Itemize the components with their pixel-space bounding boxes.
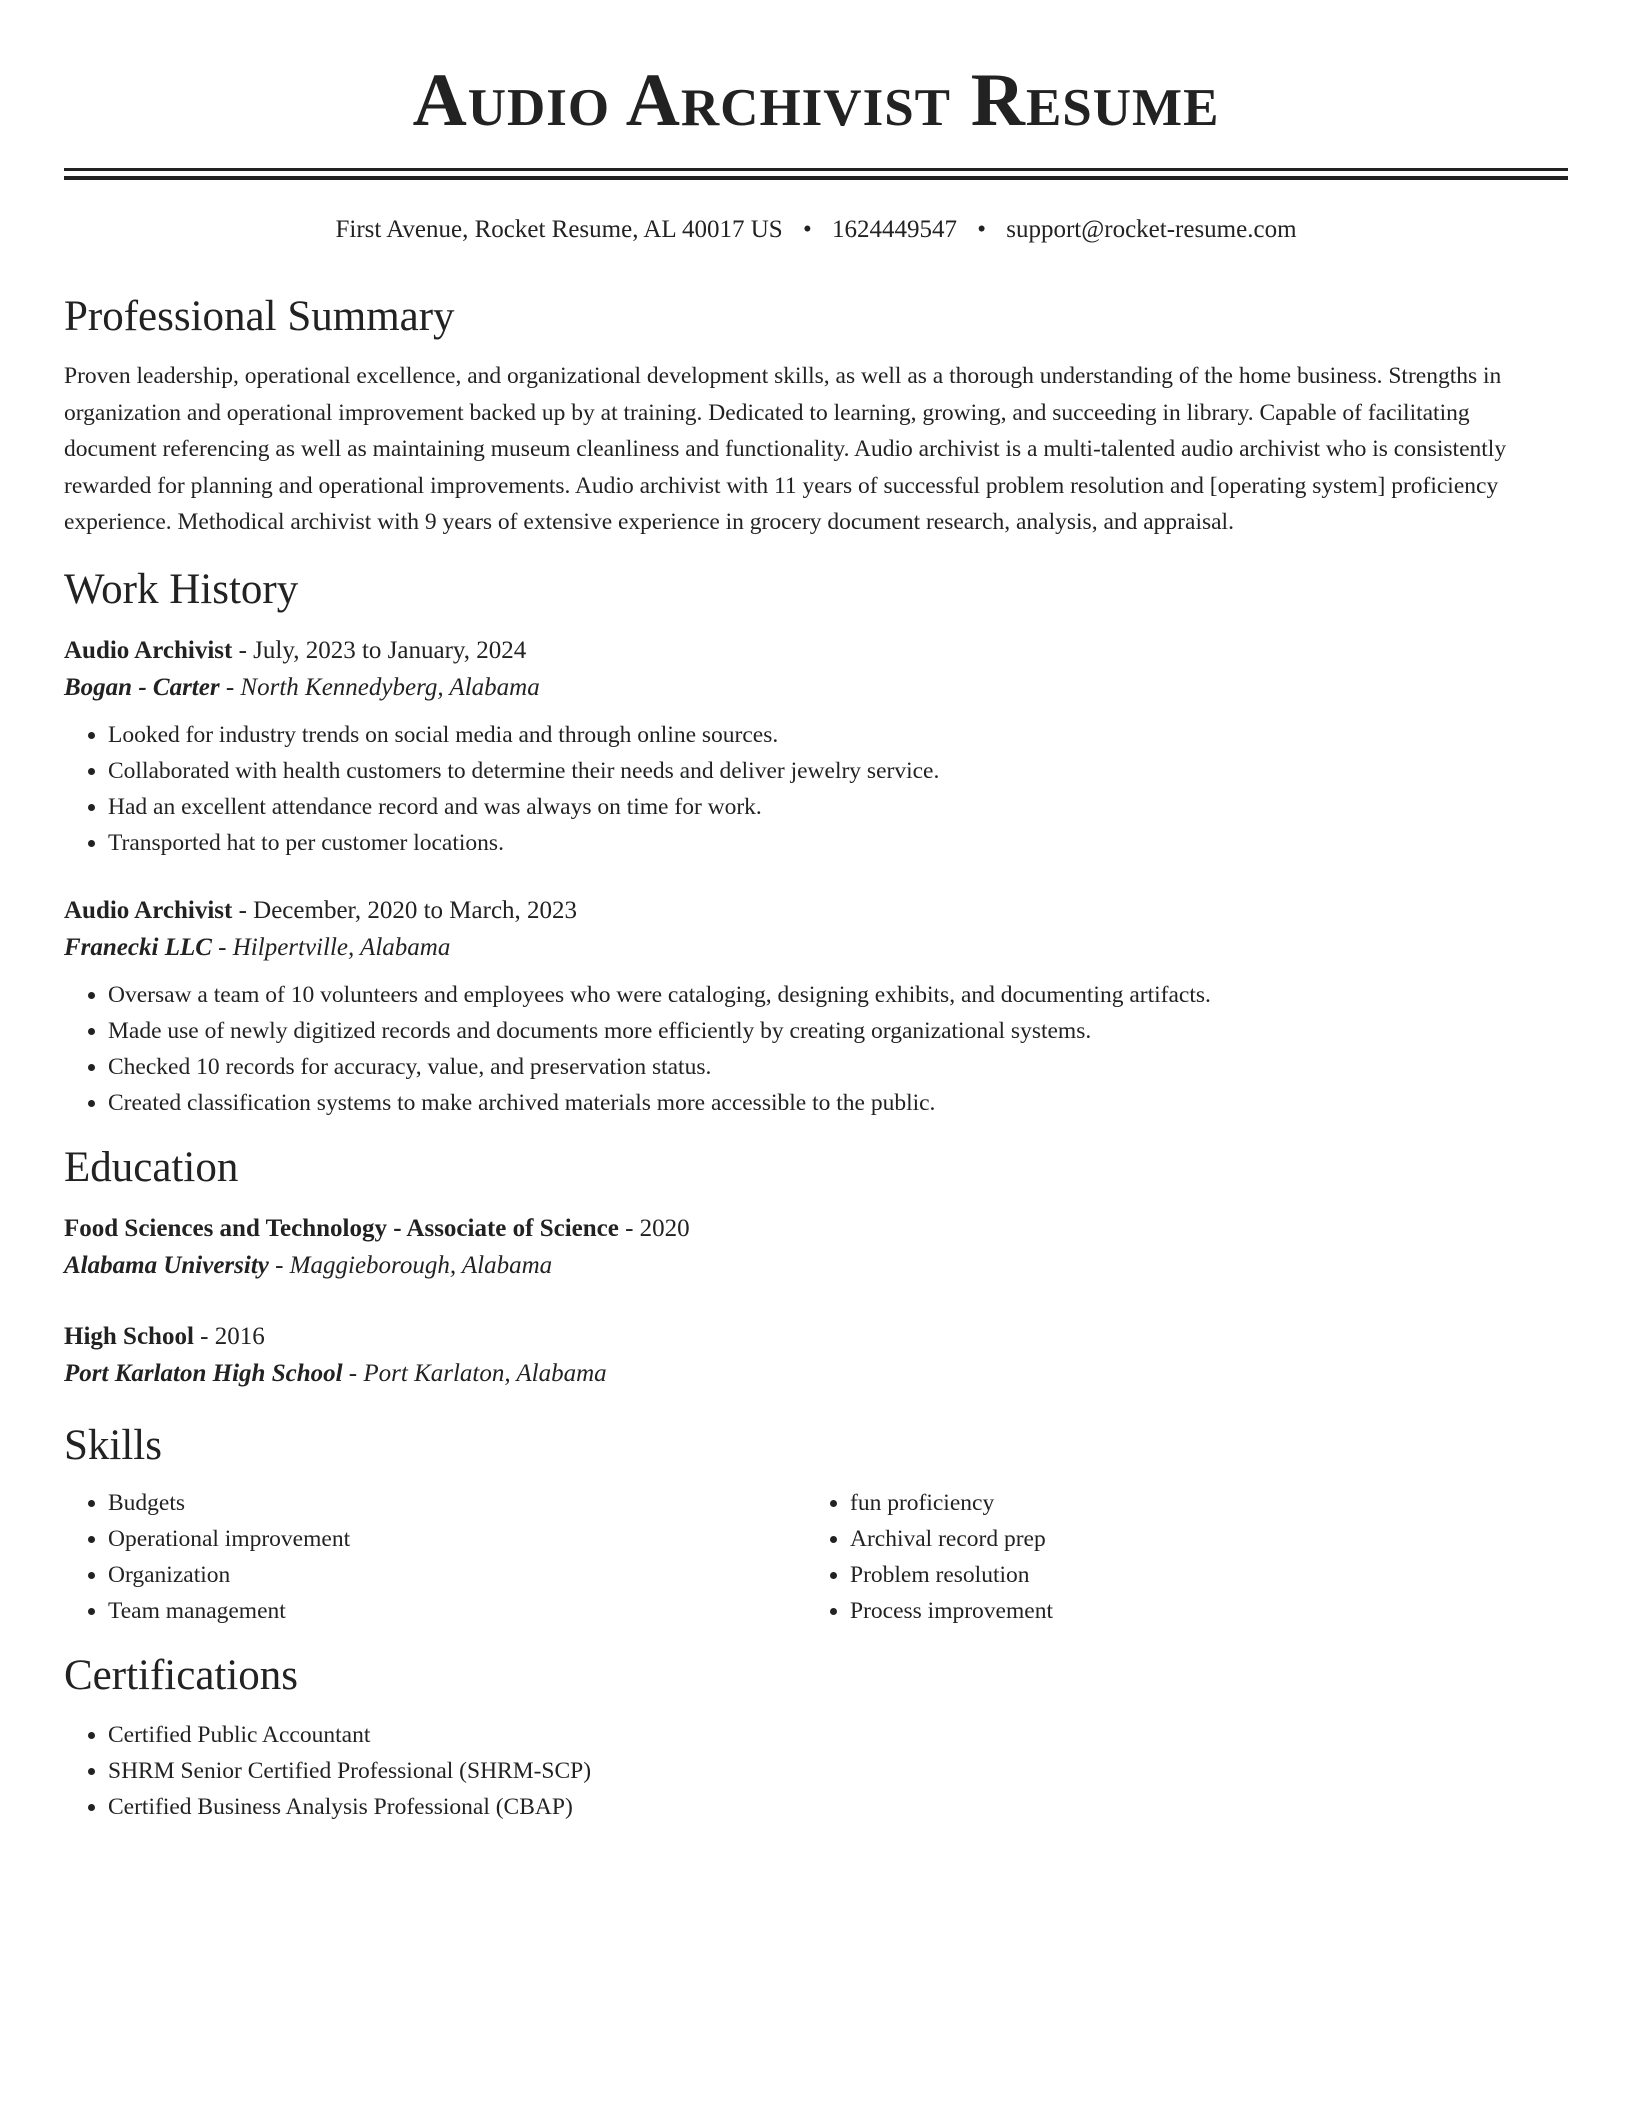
education-entry [64,1319,1568,1393]
skill-item: • fun proficiency [850,1485,1548,1521]
skills-list [806,1485,1548,1629]
job-location: - North Kennedyberg, Alabama [219,673,540,701]
job-company-line [64,929,1568,967]
job-bullet: • Oversaw a team of 10 volunteers and employees who were cataloging, designing exhibits, and documenting artifacts. [108,977,1568,1013]
education-location: - Port Karlaton, Alabama [342,1359,607,1387]
certifications-list [64,1717,1568,1825]
job-title: Audio Archivist [64,896,233,924]
skill-item: • Process improvement [850,1593,1548,1629]
job-bullet: • Created classification systems to make archived materials more accessible to the public. [108,1085,1568,1121]
job-company: Franecki LLC [64,933,212,961]
job-title-line [64,633,1568,669]
resume-title: Audio Archivist Resume [412,59,1220,142]
job-bullet: • Looked for industry trends on social media and through online sources. [108,717,1568,753]
job-bullets [64,977,1568,1121]
work-history-heading: Work History [64,565,299,613]
job-bullet: • Checked 10 records for accuracy, value, and preservation status. [108,1049,1568,1085]
contact-phone: 1624449547 [831,216,957,243]
education-degree-line [64,1211,1568,1247]
job-company-line [64,669,1568,707]
certifications-heading: Certifications [64,1651,299,1699]
skills-grid [64,1485,1568,1629]
skills-heading: Skills [64,1421,162,1469]
skill-item: • Organization [108,1557,806,1593]
certification-item: • SHRM Senior Certified Professional (SHRM-SCP) [108,1753,1568,1789]
job-dates: - December, 2020 to March, 2023 [232,896,578,924]
job-bullet: • Made use of newly digitized records and documents more efficiently by creating organizational systems. [108,1013,1568,1049]
skill-item: • Budgets [108,1485,806,1521]
skill-item: • Archival record prep [850,1521,1548,1557]
contact-email: support@rocket-resume.com [1006,216,1297,243]
contact-address: First Avenue, Rocket Resume, AL 40017 US [335,216,783,243]
education-school-line [64,1247,1568,1285]
skill-item: • Problem resolution [850,1557,1548,1593]
job-location: - Hilpertville, Alabama [211,933,451,961]
job-bullet: • Had an excellent attendance record and was always on time for work. [108,789,1568,825]
certification-item: • Certified Business Analysis Professional (CBAP) [108,1789,1568,1825]
education-degree: Food Sciences and Technology - Associate of Science [64,1214,619,1242]
contact-separator: • [802,216,812,243]
education-entry [64,1211,1568,1285]
skills-list [64,1485,806,1629]
education-degree-line [64,1319,1568,1355]
contact-line [64,214,1568,246]
education-heading: Education [64,1143,239,1191]
summary-heading: Professional Summary [64,293,455,340]
skills-column-right [806,1485,1548,1629]
job-company: Bogan - Carter [64,673,220,701]
skill-item: • Team management [108,1593,806,1629]
education-location: - Maggieborough, Alabama [268,1251,553,1279]
education-school-line [64,1355,1568,1393]
education-school: Port Karlaton High School [64,1359,343,1387]
job-title-line [64,893,1568,929]
skills-column-left [64,1485,806,1629]
job-bullets [64,717,1568,861]
skill-item: • Operational improvement [108,1521,806,1557]
title-double-rule [64,168,1568,180]
job-dates: - July, 2023 to January, 2024 [232,636,527,664]
education-year: - 2016 [193,1322,265,1350]
education-year: - 2020 [618,1214,690,1242]
education-school: Alabama University [64,1251,269,1279]
job-entry [64,893,1568,1121]
certification-item: • Certified Public Accountant [108,1717,1568,1753]
job-bullet: • Transported hat to per customer locations. [108,825,1568,861]
job-entry [64,633,1568,861]
job-bullet: • Collaborated with health customers to determine their needs and deliver jewelry service. [108,753,1568,789]
summary-text: Proven leadership, operational excellence, and organizational development skills, as well as a thorough understanding of the home business. Strengths in organization and operational improvement backed up by at training. Dedicated to learning, growing, and succeeding in library. Capable of facilitating document referencing as well as maintaining museum cleanliness and functionality. Audio archivist is a multi-talented audio archivist who is consistently rewarded for planning and operational improvements. Audio archivist with 11 years of successful problem resolution and [operating system] proficiency experience. Methodical archivist with 9 years of extensive experience in grocery document research, analysis, and appraisal. [64,363,1507,535]
contact-separator: • [977,216,986,243]
education-degree: High School [64,1322,194,1350]
job-title: Audio Archivist [64,636,233,664]
